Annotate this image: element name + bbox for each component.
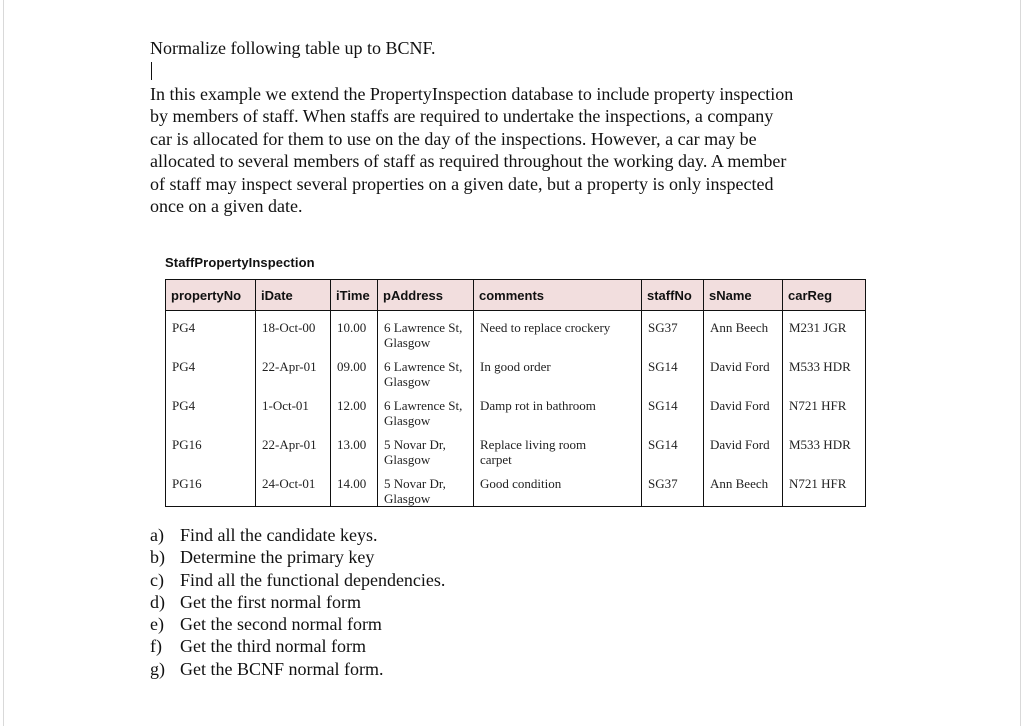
question-text: Find all the candidate keys. bbox=[180, 525, 378, 545]
cell-idate: 1-Oct-01 bbox=[256, 389, 331, 428]
question-text: Get the BCNF normal form. bbox=[180, 658, 384, 679]
cell-propertyno: PG4 bbox=[166, 311, 256, 351]
question-label: g) bbox=[150, 658, 165, 679]
comment-line: Need to replace crockery bbox=[480, 320, 611, 335]
cell-staffno: SG37 bbox=[642, 311, 704, 351]
cell-propertyno: PG4 bbox=[166, 389, 256, 428]
address-line: Glasgow bbox=[384, 335, 431, 350]
cell-carreg: N721 HFR bbox=[783, 467, 866, 507]
cell-itime: 14.00 bbox=[331, 467, 378, 507]
comment-line: Damp rot in bathroom bbox=[480, 398, 596, 413]
cell-staffno: SG14 bbox=[642, 350, 704, 389]
cell-idate: 22-Apr-01 bbox=[256, 350, 331, 389]
staff-property-inspection-table bbox=[165, 279, 866, 507]
column-header-sname: sName bbox=[704, 280, 783, 311]
cell-propertyno: PG16 bbox=[166, 428, 256, 467]
intro-line: of staff may inspect several properties on a given date, but a property is only inspected bbox=[150, 173, 774, 194]
question-label: e) bbox=[150, 614, 164, 635]
cell-staffno: SG37 bbox=[642, 467, 704, 507]
question-text: Determine the primary key bbox=[180, 547, 375, 568]
cell-idate: 22-Apr-01 bbox=[256, 428, 331, 467]
question-item bbox=[150, 591, 445, 613]
question-item bbox=[150, 524, 445, 546]
column-header-idate: iDate bbox=[256, 280, 331, 311]
address-line: Glasgow bbox=[384, 491, 431, 506]
intro-line: by members of staff. When staffs are required to undertake the inspections, a company bbox=[150, 106, 774, 127]
cell-paddress bbox=[378, 311, 474, 351]
cell-comments bbox=[474, 467, 642, 507]
column-header-propertyno: propertyNo bbox=[166, 280, 256, 311]
document-title: Normalize following table up to BCNF. bbox=[150, 38, 436, 58]
cell-paddress bbox=[378, 467, 474, 507]
table-row bbox=[166, 428, 866, 467]
question-text: Get the second normal form bbox=[180, 614, 382, 635]
page-edge bbox=[3, 0, 4, 726]
cell-idate: 18-Oct-00 bbox=[256, 311, 331, 351]
cell-idate: 24-Oct-01 bbox=[256, 467, 331, 507]
intro-line: car is allocated for them to use on the day of the inspections. However, a car may be bbox=[150, 128, 757, 149]
column-header-comments: comments bbox=[474, 280, 642, 311]
question-label: f) bbox=[150, 636, 162, 657]
table-row bbox=[166, 350, 866, 389]
column-header-carreg: carReg bbox=[783, 280, 866, 311]
question-item bbox=[150, 546, 445, 568]
cell-comments bbox=[474, 428, 642, 467]
table-header-row bbox=[166, 280, 866, 311]
cell-carreg: M231 JGR bbox=[783, 311, 866, 351]
question-item bbox=[150, 635, 445, 657]
cell-comments bbox=[474, 350, 642, 389]
cell-itime: 12.00 bbox=[331, 389, 378, 428]
cell-sname: David Ford bbox=[704, 428, 783, 467]
cell-comments bbox=[474, 311, 642, 351]
comment-line: Good condition bbox=[480, 476, 562, 491]
cell-staffno: SG14 bbox=[642, 389, 704, 428]
cell-sname: David Ford bbox=[704, 350, 783, 389]
question-text: Find all the functional dependencies. bbox=[180, 569, 446, 590]
intro-line: allocated to several members of staff as required throughout the working day. A member bbox=[150, 151, 787, 172]
question-label: d) bbox=[150, 591, 165, 612]
cell-itime: 13.00 bbox=[331, 428, 378, 467]
cell-propertyno: PG16 bbox=[166, 467, 256, 507]
cell-sname: David Ford bbox=[704, 389, 783, 428]
column-header-paddress: pAddress bbox=[378, 280, 474, 311]
table-row bbox=[166, 311, 866, 351]
address-line: 6 Lawrence St, bbox=[384, 359, 463, 374]
address-line: 5 Novar Dr, bbox=[384, 437, 446, 452]
question-label: c) bbox=[150, 569, 164, 590]
question-text: Get the third normal form bbox=[180, 636, 366, 657]
cell-comments bbox=[474, 389, 642, 428]
address-line: Glasgow bbox=[384, 452, 431, 467]
intro-line: once on a given date. bbox=[150, 196, 303, 217]
table-row bbox=[166, 389, 866, 428]
question-item bbox=[150, 569, 445, 591]
question-label: a) bbox=[150, 525, 164, 545]
table-row bbox=[166, 467, 866, 507]
cell-staffno: SG14 bbox=[642, 428, 704, 467]
cell-sname: Ann Beech bbox=[704, 467, 783, 507]
comment-line: In good order bbox=[480, 359, 551, 374]
comment-line: carpet bbox=[480, 452, 512, 467]
question-text: Get the first normal form bbox=[180, 591, 361, 612]
cell-paddress bbox=[378, 389, 474, 428]
question-label: b) bbox=[150, 547, 165, 568]
table-caption: StaffPropertyInspection bbox=[165, 255, 315, 270]
question-item bbox=[150, 613, 445, 635]
address-line: 5 Novar Dr, bbox=[384, 476, 446, 491]
cell-carreg: M533 HDR bbox=[783, 350, 866, 389]
page-edge bbox=[1020, 0, 1021, 726]
address-line: 6 Lawrence St, bbox=[384, 320, 463, 335]
column-header-itime: iTime bbox=[331, 280, 378, 311]
address-line: Glasgow bbox=[384, 374, 431, 389]
cell-carreg: M533 HDR bbox=[783, 428, 866, 467]
cell-paddress bbox=[378, 428, 474, 467]
cell-itime: 09.00 bbox=[331, 350, 378, 389]
address-line: Glasgow bbox=[384, 413, 431, 428]
question-list bbox=[150, 524, 445, 680]
cell-propertyno: PG4 bbox=[166, 350, 256, 389]
question-item bbox=[150, 658, 445, 680]
intro-paragraph bbox=[150, 83, 880, 217]
cell-carreg: N721 HFR bbox=[783, 389, 866, 428]
cell-itime: 10.00 bbox=[331, 311, 378, 351]
comment-line: Replace living room bbox=[480, 437, 587, 452]
intro-line: In this example we extend the PropertyInspection database to include property inspection bbox=[150, 84, 794, 104]
address-line: 6 Lawrence St, bbox=[384, 398, 463, 413]
cell-sname: Ann Beech bbox=[704, 311, 783, 351]
column-header-staffno: staffNo bbox=[642, 280, 704, 311]
cell-paddress bbox=[378, 350, 474, 389]
text-cursor bbox=[151, 62, 152, 80]
